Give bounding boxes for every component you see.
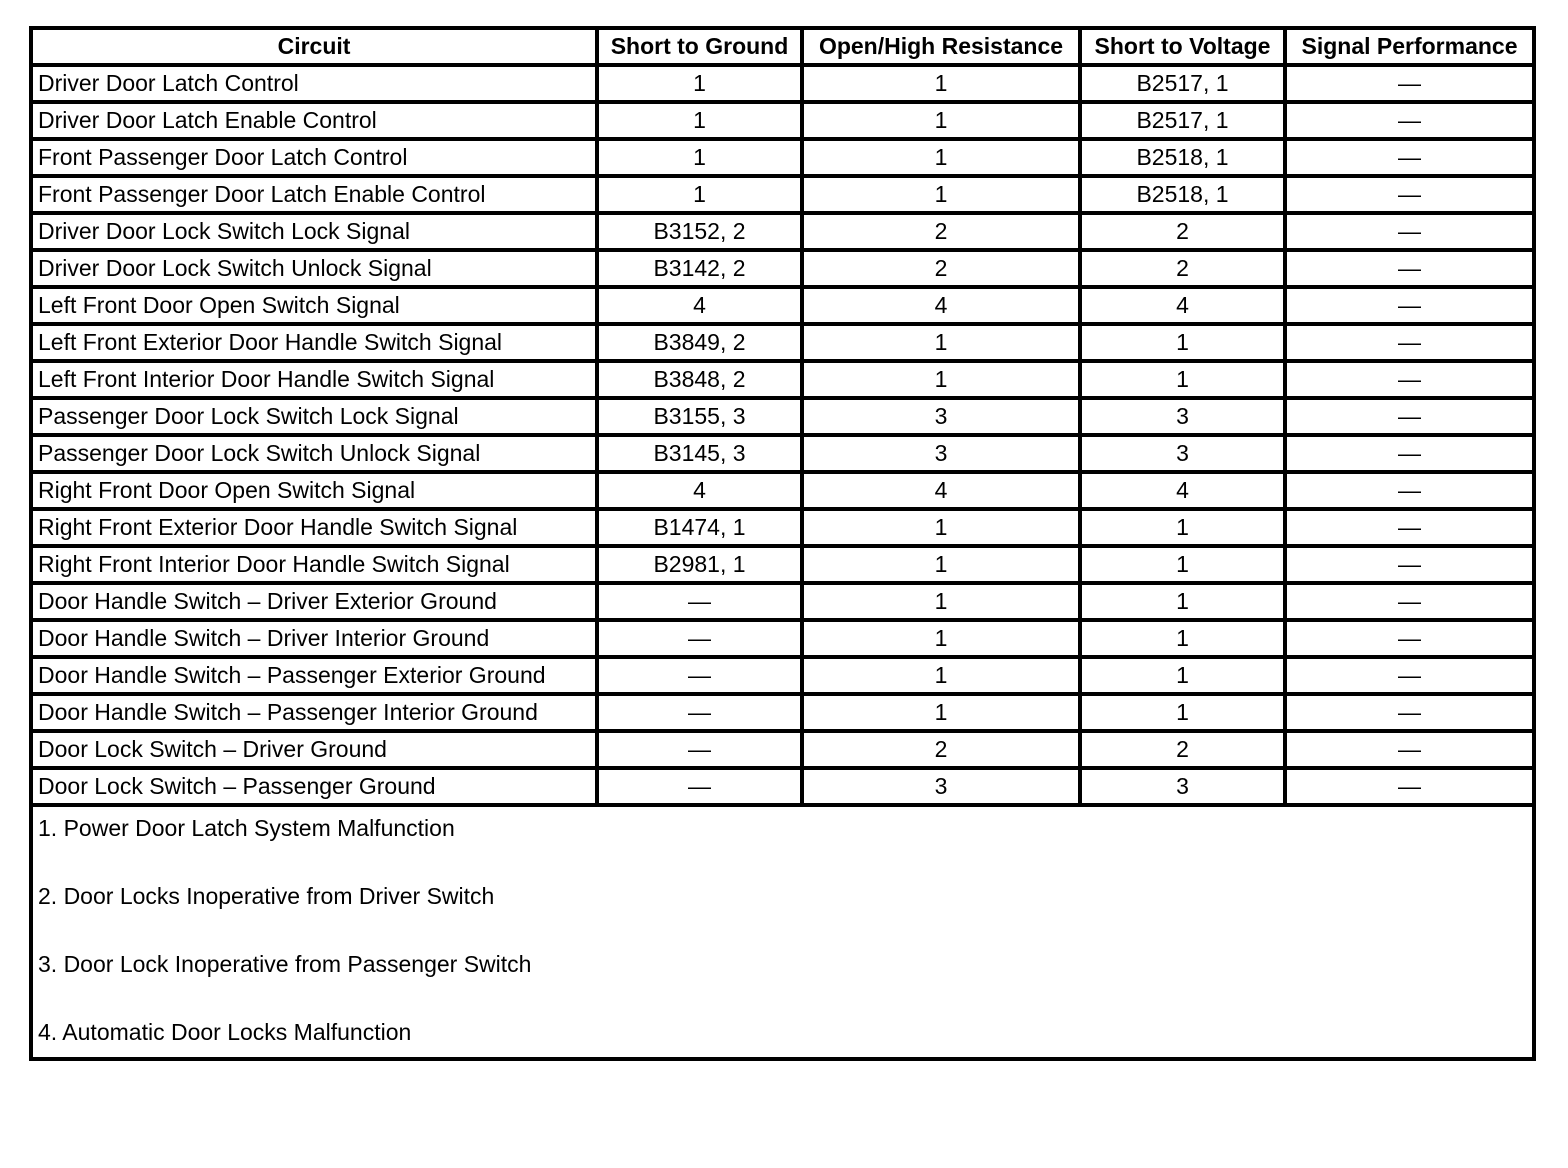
dtc-symptom-cell: —	[1285, 657, 1534, 694]
dtc-symptom-cell: 4	[597, 287, 802, 324]
footnote: 3. Door Lock Inoperative from Passenger Switch	[38, 951, 532, 977]
dtc-symptom-cell: —	[597, 657, 802, 694]
header-row	[31, 28, 1534, 65]
table-row	[31, 324, 1534, 361]
table-row	[31, 546, 1534, 583]
dtc-symptom-cell: B2518, 1	[1080, 139, 1285, 176]
dtc-symptom-cell: —	[1285, 102, 1534, 139]
dtc-symptom-cell: —	[1285, 213, 1534, 250]
dtc-symptom-cell: 2	[802, 250, 1080, 287]
table-row	[31, 250, 1534, 287]
footnote: 1. Power Door Latch System Malfunction	[38, 815, 455, 841]
dtc-symptom-cell: 2	[1080, 213, 1285, 250]
circuit-name-cell: Left Front Exterior Door Handle Switch Signal	[31, 324, 597, 361]
circuit-name-cell: Door Handle Switch – Passenger Interior Ground	[31, 694, 597, 731]
circuit-name-cell: Left Front Door Open Switch Signal	[31, 287, 597, 324]
dtc-symptom-cell: —	[1285, 472, 1534, 509]
table-row	[31, 398, 1534, 435]
dtc-symptom-cell: 1	[802, 583, 1080, 620]
column-header: Open/High Resistance	[802, 28, 1080, 65]
dtc-symptom-cell: B2517, 1	[1080, 65, 1285, 102]
dtc-symptom-cell: 4	[802, 472, 1080, 509]
dtc-symptom-cell: —	[1285, 620, 1534, 657]
dtc-symptom-cell: —	[1285, 139, 1534, 176]
circuit-name-cell: Right Front Interior Door Handle Switch Signal	[31, 546, 597, 583]
table-header	[31, 28, 1534, 65]
table-row	[31, 583, 1534, 620]
dtc-symptom-cell: B1474, 1	[597, 509, 802, 546]
dtc-symptom-cell: 1	[802, 139, 1080, 176]
dtc-symptom-cell: 2	[1080, 250, 1285, 287]
dtc-symptom-cell: B3849, 2	[597, 324, 802, 361]
dtc-symptom-cell: 3	[1080, 435, 1285, 472]
dtc-symptom-cell: —	[1285, 546, 1534, 583]
circuit-name-cell: Passenger Door Lock Switch Unlock Signal	[31, 435, 597, 472]
circuit-name-cell: Door Handle Switch – Driver Exterior Ground	[31, 583, 597, 620]
circuit-name-cell: Passenger Door Lock Switch Lock Signal	[31, 398, 597, 435]
table-row	[31, 509, 1534, 546]
dtc-symptom-cell: 1	[1080, 361, 1285, 398]
circuit-name-cell: Driver Door Latch Enable Control	[31, 102, 597, 139]
dtc-symptom-cell: —	[1285, 435, 1534, 472]
dtc-symptom-cell: —	[597, 620, 802, 657]
table-row	[31, 620, 1534, 657]
dtc-symptom-cell: 3	[802, 398, 1080, 435]
notes-row	[31, 805, 1534, 1059]
diagnostic-table-container	[29, 26, 1532, 1061]
circuit-diagnostic-table	[29, 26, 1536, 1061]
dtc-symptom-cell: —	[1285, 731, 1534, 768]
dtc-symptom-cell: 1	[802, 176, 1080, 213]
table-body	[31, 65, 1534, 805]
dtc-symptom-cell: 3	[802, 435, 1080, 472]
circuit-name-cell: Door Lock Switch – Passenger Ground	[31, 768, 597, 805]
circuit-name-cell: Front Passenger Door Latch Enable Control	[31, 176, 597, 213]
dtc-symptom-cell: 1	[1080, 509, 1285, 546]
dtc-symptom-cell: 1	[1080, 694, 1285, 731]
column-header: Short to Ground	[597, 28, 802, 65]
dtc-symptom-cell: —	[1285, 65, 1534, 102]
table-row	[31, 435, 1534, 472]
dtc-symptom-cell: 1	[597, 102, 802, 139]
dtc-symptom-cell: —	[1285, 583, 1534, 620]
column-header: Circuit	[31, 28, 597, 65]
dtc-symptom-cell: B2981, 1	[597, 546, 802, 583]
dtc-symptom-cell: 3	[1080, 398, 1285, 435]
dtc-symptom-cell: 1	[1080, 657, 1285, 694]
dtc-symptom-cell: 1	[802, 509, 1080, 546]
circuit-name-cell: Door Handle Switch – Driver Interior Ground	[31, 620, 597, 657]
dtc-symptom-cell: —	[1285, 287, 1534, 324]
dtc-symptom-cell: —	[1285, 768, 1534, 805]
circuit-name-cell: Right Front Exterior Door Handle Switch Signal	[31, 509, 597, 546]
dtc-symptom-cell: 2	[802, 731, 1080, 768]
dtc-symptom-cell: —	[1285, 398, 1534, 435]
dtc-symptom-cell: B3145, 3	[597, 435, 802, 472]
circuit-name-cell: Left Front Interior Door Handle Switch Signal	[31, 361, 597, 398]
dtc-symptom-cell: 2	[802, 213, 1080, 250]
dtc-symptom-cell: 1	[597, 65, 802, 102]
dtc-symptom-cell: 4	[802, 287, 1080, 324]
dtc-symptom-cell: 1	[1080, 583, 1285, 620]
dtc-symptom-cell: —	[1285, 509, 1534, 546]
table-row	[31, 102, 1534, 139]
dtc-symptom-cell: B3152, 2	[597, 213, 802, 250]
circuit-name-cell: Right Front Door Open Switch Signal	[31, 472, 597, 509]
dtc-symptom-cell: B2517, 1	[1080, 102, 1285, 139]
table-row	[31, 657, 1534, 694]
dtc-symptom-cell: 4	[1080, 472, 1285, 509]
circuit-name-cell: Driver Door Lock Switch Unlock Signal	[31, 250, 597, 287]
table-row	[31, 768, 1534, 805]
dtc-symptom-cell: —	[597, 583, 802, 620]
dtc-symptom-cell: —	[597, 768, 802, 805]
dtc-symptom-cell: B3155, 3	[597, 398, 802, 435]
dtc-symptom-cell: —	[597, 694, 802, 731]
dtc-symptom-cell: —	[1285, 361, 1534, 398]
dtc-symptom-cell: —	[1285, 324, 1534, 361]
dtc-symptom-cell: 1	[1080, 620, 1285, 657]
table-row	[31, 472, 1534, 509]
dtc-symptom-cell: —	[1285, 176, 1534, 213]
dtc-symptom-cell: 2	[1080, 731, 1285, 768]
table-row	[31, 65, 1534, 102]
dtc-symptom-cell: 3	[1080, 768, 1285, 805]
column-header: Short to Voltage	[1080, 28, 1285, 65]
dtc-symptom-cell: —	[1285, 694, 1534, 731]
dtc-symptom-cell: 1	[802, 324, 1080, 361]
dtc-symptom-cell: 4	[597, 472, 802, 509]
dtc-symptom-cell: 1	[597, 139, 802, 176]
circuit-name-cell: Driver Door Latch Control	[31, 65, 597, 102]
dtc-symptom-cell: —	[597, 731, 802, 768]
dtc-symptom-cell: B3848, 2	[597, 361, 802, 398]
notes-cell	[31, 805, 1534, 1059]
column-header: Signal Performance	[1285, 28, 1534, 65]
table-row	[31, 287, 1534, 324]
dtc-symptom-cell: 1	[1080, 546, 1285, 583]
dtc-symptom-cell: B2518, 1	[1080, 176, 1285, 213]
dtc-symptom-cell: 1	[802, 102, 1080, 139]
dtc-symptom-cell: B3142, 2	[597, 250, 802, 287]
dtc-symptom-cell: 1	[802, 620, 1080, 657]
dtc-symptom-cell: 1	[802, 546, 1080, 583]
table-footer	[31, 805, 1534, 1059]
footnote: 2. Door Locks Inoperative from Driver Switch	[38, 883, 495, 909]
circuit-name-cell: Door Handle Switch – Passenger Exterior Ground	[31, 657, 597, 694]
dtc-symptom-cell: 1	[802, 65, 1080, 102]
table-row	[31, 139, 1534, 176]
table-row	[31, 213, 1534, 250]
dtc-symptom-cell: 4	[1080, 287, 1285, 324]
dtc-symptom-cell: 3	[802, 768, 1080, 805]
table-row	[31, 694, 1534, 731]
circuit-name-cell: Door Lock Switch – Driver Ground	[31, 731, 597, 768]
circuit-name-cell: Driver Door Lock Switch Lock Signal	[31, 213, 597, 250]
table-row	[31, 731, 1534, 768]
dtc-symptom-cell: 1	[1080, 324, 1285, 361]
circuit-name-cell: Front Passenger Door Latch Control	[31, 139, 597, 176]
table-row	[31, 361, 1534, 398]
footnote: 4. Automatic Door Locks Malfunction	[38, 1019, 412, 1045]
table-row	[31, 176, 1534, 213]
dtc-symptom-cell: 1	[802, 694, 1080, 731]
dtc-symptom-cell: 1	[802, 657, 1080, 694]
dtc-symptom-cell: 1	[802, 361, 1080, 398]
dtc-symptom-cell: —	[1285, 250, 1534, 287]
dtc-symptom-cell: 1	[597, 176, 802, 213]
